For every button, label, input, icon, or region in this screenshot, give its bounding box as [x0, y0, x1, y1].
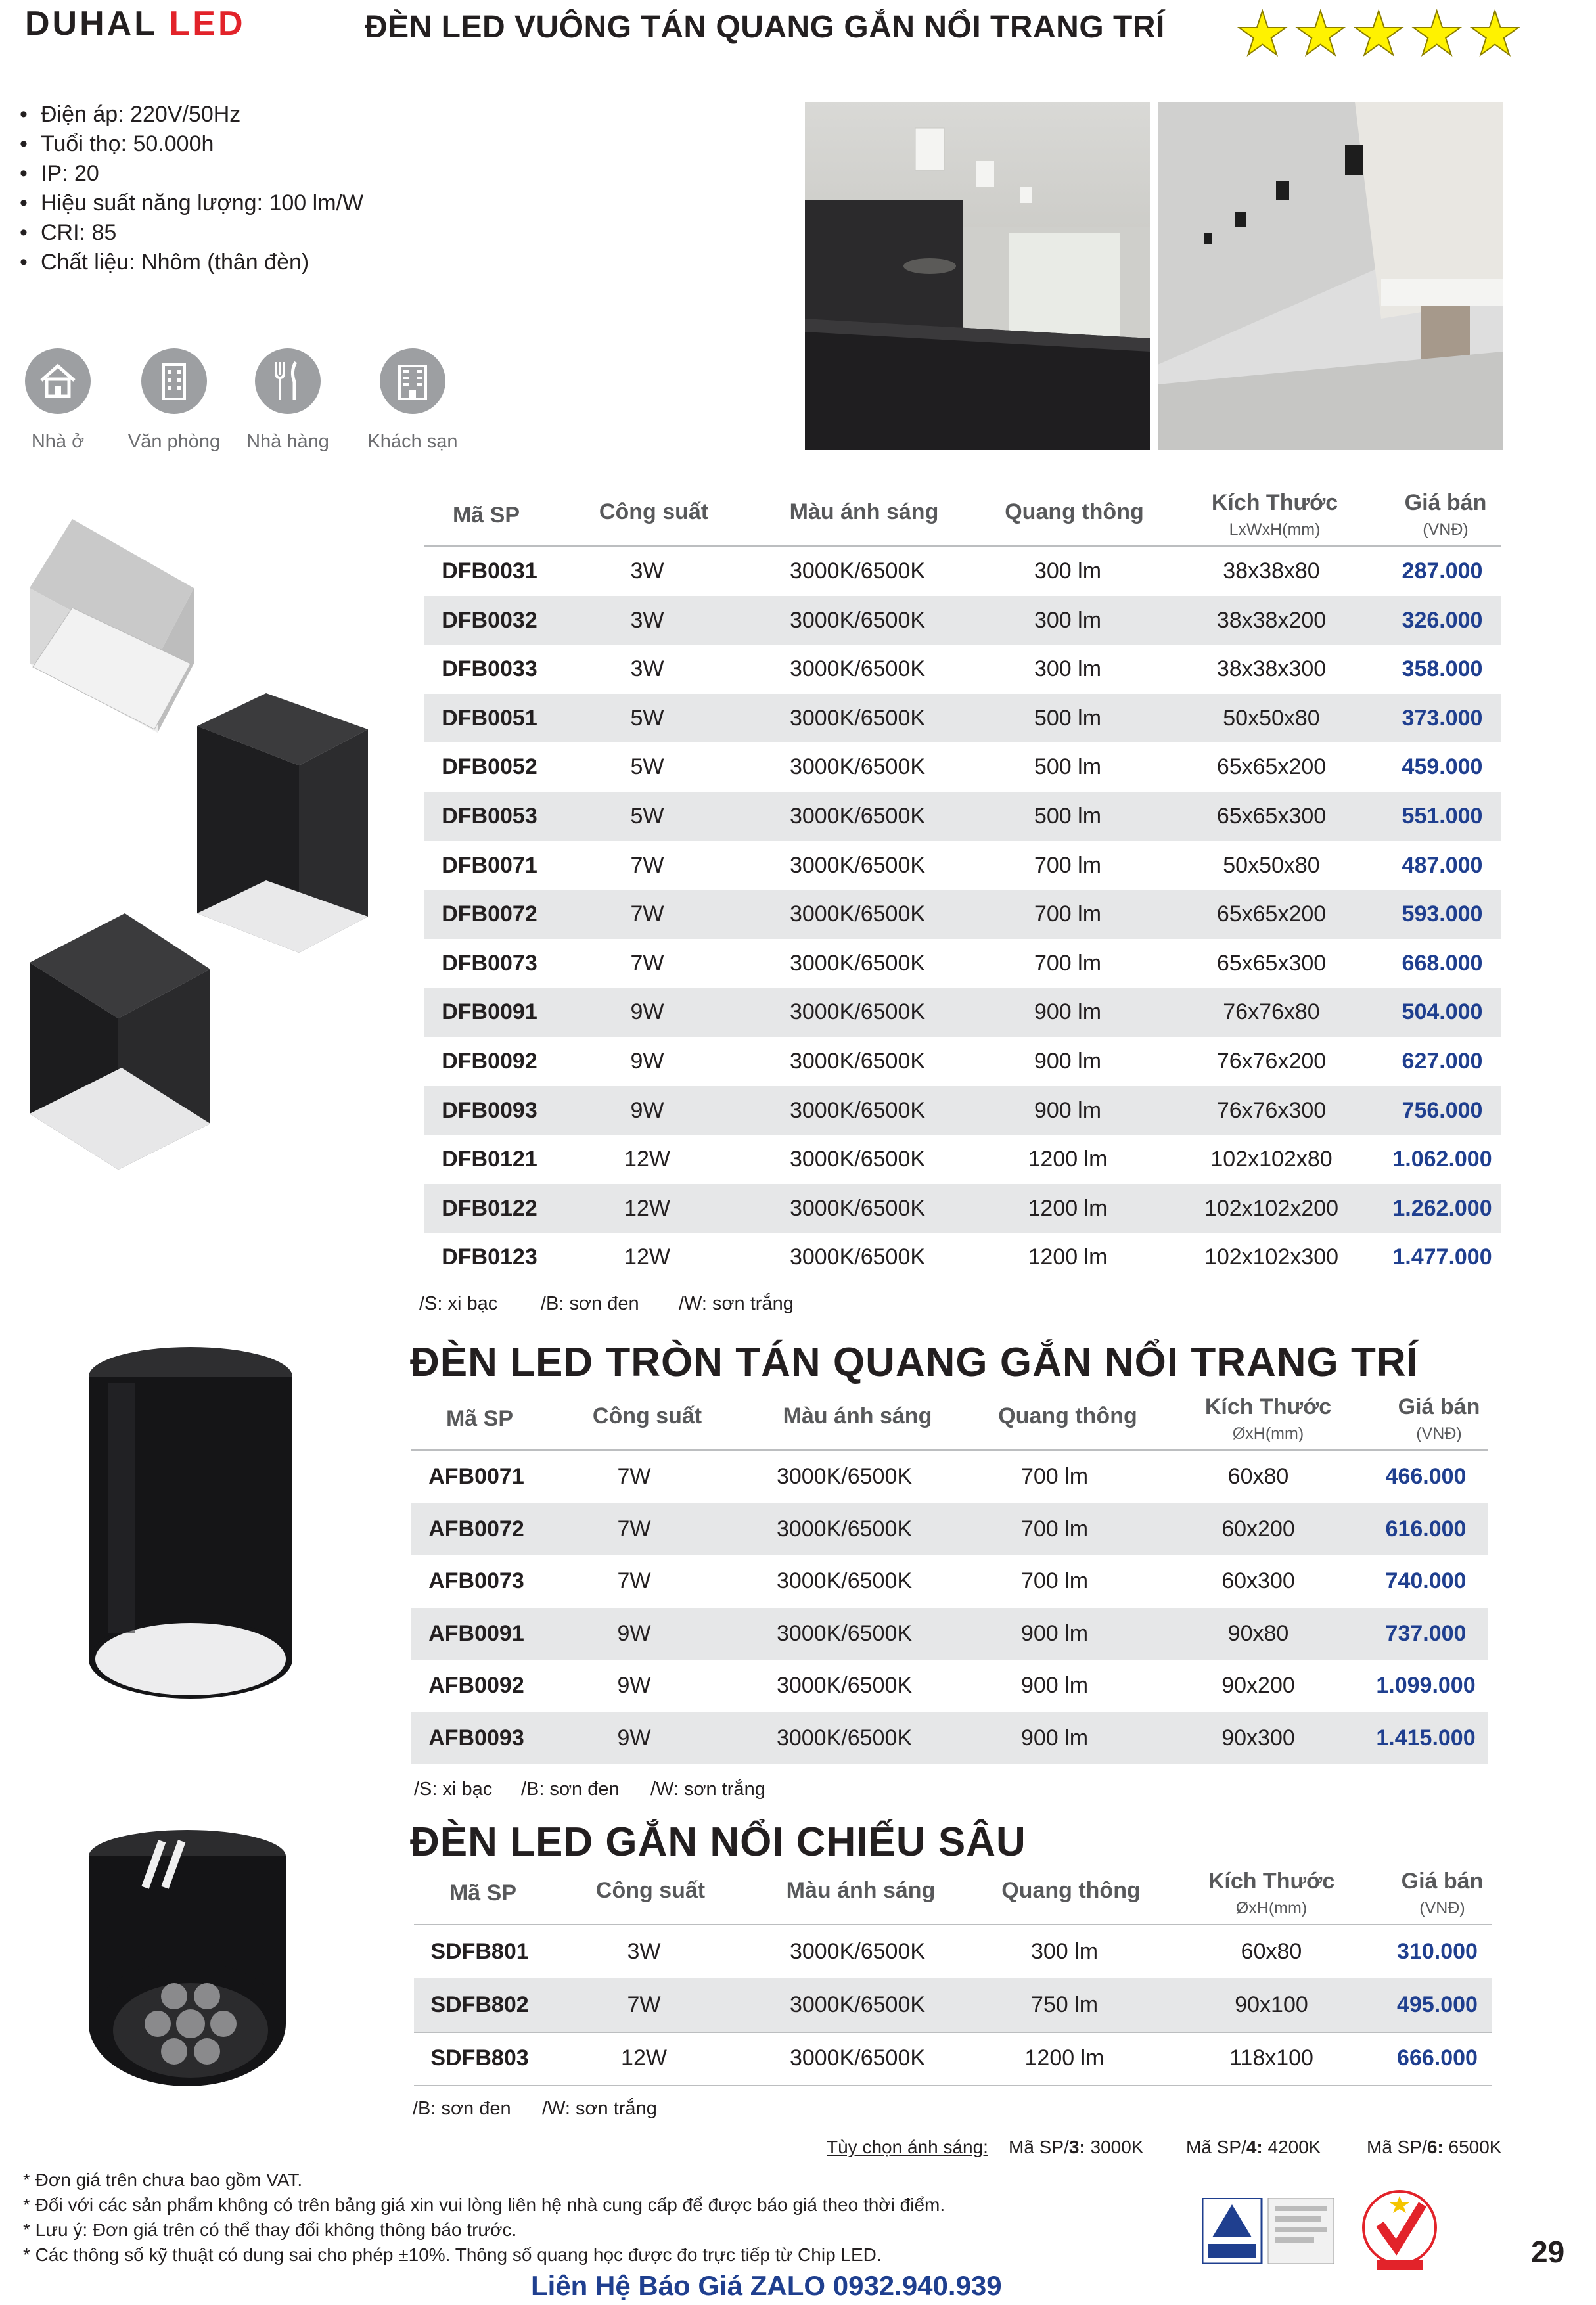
- cell-power: 9W: [617, 1725, 651, 1750]
- table-row: [424, 890, 1501, 939]
- cell-size: 60x200: [1221, 1516, 1295, 1541]
- cell-code: DFB0032: [442, 607, 537, 633]
- cell-color: 3000K/6500K: [776, 1620, 913, 1646]
- cell-size: 90x80: [1227, 1620, 1289, 1646]
- cell-price: 756.000: [1402, 1097, 1483, 1123]
- col-price-header: Giá bán: [1404, 490, 1487, 515]
- page-title: ĐÈN LED VUÔNG TÁN QUANG GẮN NỔI TRANG TRÍ: [365, 10, 1165, 45]
- cell-size: 90x100: [1235, 1992, 1308, 2017]
- cell-color: 3000K/6500K: [789, 999, 926, 1025]
- house-icon: [25, 348, 91, 414]
- cell-code: AFB0073: [428, 1568, 524, 1593]
- cell-size: 118x100: [1229, 2045, 1313, 2070]
- cell-size: 102x102x200: [1204, 1195, 1339, 1221]
- cell-flux: 750 lm: [1030, 1992, 1099, 2017]
- cell-code: AFB0071: [428, 1464, 524, 1489]
- deep-section-title: ĐÈN LED GẮN NỔI CHIẾU SÂU: [410, 1819, 1026, 1865]
- cell-price: 616.000: [1385, 1516, 1467, 1541]
- cell-flux: 500 lm: [1034, 754, 1102, 780]
- cell-size: 65x65x200: [1216, 754, 1327, 780]
- light-option: Mã SP/6: 6500K: [1367, 2137, 1502, 2157]
- cell-size: 60x80: [1227, 1464, 1289, 1489]
- cell-color: 3000K/6500K: [789, 607, 926, 633]
- cell-code: DFB0033: [442, 656, 537, 682]
- cell-price: 358.000: [1402, 656, 1483, 682]
- cell-power: 5W: [630, 705, 664, 731]
- cell-price: 666.000: [1397, 2045, 1478, 2070]
- cell-size: 38x38x300: [1216, 656, 1327, 682]
- cell-code: SDFB801: [430, 1939, 529, 1964]
- cell-code: DFB0052: [442, 754, 537, 780]
- cell-power: 12W: [624, 1147, 670, 1172]
- cell-code: AFB0072: [428, 1516, 524, 1541]
- col-flux-header: Quang thông: [998, 1404, 1137, 1428]
- cell-price: 373.000: [1402, 705, 1483, 731]
- cell-flux: 1200 lm: [1024, 2045, 1105, 2070]
- col-code-header: Mã SP: [449, 1881, 517, 1906]
- cell-code: DFB0092: [442, 1049, 537, 1074]
- cell-flux: 1200 lm: [1028, 1147, 1108, 1172]
- cell-price: 287.000: [1402, 559, 1483, 583]
- cell-price: 740.000: [1385, 1568, 1467, 1593]
- light-option: Mã SP/4: 4200K: [1186, 2137, 1321, 2157]
- col-code-header: Mã SP: [452, 503, 520, 528]
- cell-color: 3000K/6500K: [789, 1992, 926, 2017]
- cell-color: 3000K/6500K: [789, 559, 926, 583]
- cell-power: 9W: [617, 1620, 651, 1646]
- col-size-unit: ØxH(mm): [1232, 1425, 1304, 1443]
- office-building-icon: [141, 348, 207, 414]
- cell-power: 9W: [630, 1097, 664, 1123]
- contact-line: Liên Hệ Báo Giá ZALO 0932.940.939: [531, 2270, 1002, 2301]
- spec-item: • CRI: 85: [20, 218, 363, 248]
- cell-size: 102x102x300: [1204, 1244, 1339, 1270]
- cell-size: 50x50x80: [1223, 705, 1320, 731]
- cell-color: 3000K/6500K: [776, 1516, 913, 1541]
- cell-flux: 900 lm: [1020, 1620, 1089, 1646]
- cell-size: 65x65x300: [1216, 804, 1327, 829]
- table-row: [411, 1451, 1488, 1503]
- table-row: [414, 1978, 1492, 2032]
- cell-flux: 1200 lm: [1028, 1195, 1108, 1221]
- table-row: [424, 1037, 1501, 1086]
- ceiling-photo: [1158, 102, 1503, 450]
- cell-flux: 300 lm: [1034, 656, 1102, 682]
- cell-size: 76x76x80: [1223, 999, 1320, 1025]
- cell-code: DFB0073: [442, 950, 537, 976]
- table-row: [424, 645, 1501, 694]
- cell-code: DFB0091: [442, 999, 537, 1025]
- cell-code: DFB0122: [442, 1195, 537, 1221]
- footnote: * Đối với các sản phẩm không có trên bảng giá xin vui lòng liên hệ nhà cung cấp để được báo giá theo thời điểm.: [23, 2195, 946, 2215]
- cell-power: 9W: [630, 1049, 664, 1074]
- cell-flux: 500 lm: [1034, 804, 1102, 829]
- black-square-downlight-tall-image: [26, 910, 214, 1173]
- cell-size: 60x80: [1241, 1939, 1302, 1964]
- col-size-header: Kích Thước: [1211, 490, 1338, 515]
- cell-power: 3W: [630, 607, 664, 633]
- col-price-header: Giá bán: [1398, 1394, 1480, 1419]
- header-divider: [424, 545, 1501, 547]
- cell-power: 5W: [630, 804, 664, 829]
- cell-size: 38x38x200: [1216, 607, 1327, 633]
- cell-flux: 700 lm: [1020, 1516, 1089, 1541]
- usage-home: Nhà ở: [5, 348, 110, 453]
- cell-price: 1.262.000: [1392, 1195, 1492, 1221]
- cell-power: 7W: [630, 901, 664, 927]
- spec-item: • Tuổi thọ: 50.000h: [20, 129, 363, 159]
- cell-power: 12W: [624, 1195, 670, 1221]
- cell-power: 7W: [617, 1568, 651, 1593]
- col-size-unit: LxWxH(mm): [1229, 520, 1321, 539]
- cell-color: 3000K/6500K: [789, 1939, 926, 1964]
- spec-item: • Điện áp: 220V/50Hz: [20, 100, 363, 129]
- cell-color: 3000K/6500K: [789, 2045, 926, 2070]
- quality-award-icon: [1360, 2188, 1439, 2273]
- cell-power: 12W: [621, 2045, 667, 2070]
- footnote: * Các thông số kỹ thuật có dung sai cho phép ±10%. Thông số quang học được đo trực tiếp từ Chip LED.: [23, 2245, 882, 2265]
- star-icon: ★: [1409, 1, 1464, 68]
- usage-office: Văn phòng: [122, 348, 227, 453]
- cell-code: DFB0121: [442, 1147, 537, 1172]
- light-option: Mã SP/3: 3000K: [1009, 2137, 1144, 2157]
- cell-color: 3000K/6500K: [776, 1568, 913, 1593]
- cell-code: DFB0051: [442, 705, 537, 731]
- header-divider: [414, 1924, 1492, 1925]
- page-number: 29: [1531, 2235, 1565, 2269]
- cell-code: AFB0091: [428, 1620, 524, 1646]
- cell-price: 737.000: [1385, 1620, 1467, 1646]
- cell-color: 3000K/6500K: [789, 1049, 926, 1074]
- cell-code: DFB0053: [442, 804, 537, 829]
- cell-price: 668.000: [1402, 950, 1483, 976]
- cell-code: SDFB803: [430, 2045, 529, 2070]
- cell-flux: 300 lm: [1030, 1939, 1099, 1964]
- spec-item: • Hiệu suất năng lượng: 100 lm/W: [20, 189, 363, 218]
- table-row: [424, 1086, 1501, 1135]
- table-row: [424, 988, 1501, 1037]
- cell-color: 3000K/6500K: [789, 1147, 926, 1172]
- cell-color: 3000K/6500K: [789, 1195, 926, 1221]
- star-icon: ★: [1351, 1, 1406, 68]
- table-row: [424, 742, 1501, 792]
- cell-price: 1.477.000: [1392, 1244, 1492, 1270]
- col-color-header: Màu ánh sáng: [789, 499, 939, 524]
- cell-power: 3W: [627, 1939, 661, 1964]
- col-color-header: Màu ánh sáng: [783, 1404, 932, 1428]
- header-divider: [411, 1449, 1488, 1451]
- col-power-header: Công suất: [592, 1404, 702, 1428]
- cell-size: 38x38x80: [1223, 559, 1320, 583]
- cell-power: 7W: [627, 1992, 661, 2017]
- cell-power: 7W: [630, 852, 664, 878]
- cell-size: 65x65x300: [1216, 950, 1327, 976]
- star-icon: ★: [1293, 1, 1348, 68]
- finish-note: /W: sơn trắng: [542, 2098, 657, 2119]
- table-row: [424, 694, 1501, 743]
- table-row: [414, 1925, 1492, 1978]
- table-row: [424, 792, 1501, 841]
- cell-color: 3000K/6500K: [789, 1097, 926, 1123]
- cell-power: 3W: [630, 656, 664, 682]
- tuv-certification-icon: [1202, 2198, 1337, 2264]
- table-row: [411, 1712, 1488, 1765]
- cell-price: 1.099.000: [1376, 1673, 1476, 1698]
- light-options-label: Tùy chọn ánh sáng:: [827, 2137, 988, 2157]
- cell-color: 3000K/6500K: [789, 1244, 926, 1270]
- spec-item: • Chất liệu: Nhôm (thân đèn): [20, 248, 363, 277]
- black-square-downlight-image: [194, 693, 371, 956]
- hotel-icon: [380, 348, 445, 414]
- footnote: * Lưu ý: Đơn giá trên có thể thay đổi không thông báo trước.: [23, 2220, 517, 2240]
- row-divider: [414, 2085, 1492, 2086]
- col-size-unit: ØxH(mm): [1235, 1899, 1308, 1917]
- cell-flux: 1200 lm: [1028, 1244, 1108, 1270]
- table-row: [424, 596, 1501, 645]
- cell-code: DFB0123: [442, 1244, 537, 1270]
- cell-code: AFB0093: [428, 1725, 524, 1750]
- cell-size: 90x200: [1221, 1673, 1295, 1698]
- col-size-header: Kích Thước: [1208, 1869, 1335, 1894]
- kitchen-photo: [805, 102, 1150, 450]
- usage-restaurant: Nhà hàng: [235, 348, 340, 453]
- cell-price: 1.415.000: [1376, 1725, 1476, 1750]
- cell-flux: 300 lm: [1034, 607, 1102, 633]
- table-row: [411, 1608, 1488, 1660]
- cell-price: 459.000: [1402, 754, 1483, 780]
- finish-note: /W: sơn trắng: [650, 1779, 765, 1800]
- cell-flux: 700 lm: [1020, 1568, 1089, 1593]
- cell-price: 504.000: [1402, 999, 1483, 1025]
- cell-power: 9W: [617, 1673, 651, 1698]
- col-power-header: Công suất: [595, 1878, 706, 1903]
- col-code-header: Mã SP: [445, 1406, 514, 1431]
- cell-price: 1.062.000: [1392, 1147, 1492, 1172]
- cell-code: DFB0071: [442, 852, 537, 878]
- col-power-header: Công suất: [599, 499, 709, 524]
- cell-flux: 700 lm: [1034, 901, 1102, 927]
- table-row: [424, 1184, 1501, 1233]
- cell-size: 90x300: [1221, 1725, 1295, 1750]
- cell-flux: 900 lm: [1020, 1673, 1089, 1698]
- cell-power: 3W: [630, 559, 664, 583]
- table-row: [424, 841, 1501, 890]
- usage-hotel: Khách sạn: [360, 348, 465, 453]
- cell-flux: 900 lm: [1034, 1049, 1102, 1074]
- table-row: [411, 1555, 1488, 1608]
- cell-price: 627.000: [1402, 1049, 1483, 1074]
- table-row: [411, 1503, 1488, 1556]
- finish-note: /B: sơn đen: [541, 1293, 639, 1314]
- cell-flux: 900 lm: [1034, 1097, 1102, 1123]
- footnote: * Đơn giá trên chưa bao gồm VAT.: [23, 2170, 303, 2190]
- finish-note: /S: xi bạc: [414, 1779, 493, 1800]
- star-icon: ★: [1467, 1, 1522, 68]
- spec-list: [20, 100, 363, 277]
- cell-size: 60x300: [1221, 1568, 1295, 1593]
- cell-price: 551.000: [1402, 804, 1483, 829]
- cell-size: 102x102x80: [1210, 1147, 1333, 1172]
- table-row: [411, 1660, 1488, 1712]
- finish-note: /W: sơn trắng: [679, 1293, 794, 1314]
- cell-size: 65x65x200: [1216, 901, 1327, 927]
- black-deep-downlight-image: [79, 1827, 296, 2089]
- cell-size: 50x50x80: [1223, 852, 1320, 878]
- cell-color: 3000K/6500K: [776, 1725, 913, 1750]
- cell-code: SDFB802: [430, 1992, 529, 2017]
- cell-flux: 700 lm: [1020, 1464, 1089, 1489]
- cell-flux: 500 lm: [1034, 705, 1102, 731]
- cell-color: 3000K/6500K: [789, 950, 926, 976]
- col-color-header: Màu ánh sáng: [786, 1878, 936, 1903]
- cell-flux: 900 lm: [1020, 1725, 1089, 1750]
- col-flux-header: Quang thông: [1005, 499, 1144, 524]
- cell-price: 326.000: [1402, 607, 1483, 633]
- finish-note: /B: sơn đen: [413, 2098, 511, 2119]
- cell-power: 7W: [617, 1464, 651, 1489]
- cell-color: 3000K/6500K: [789, 705, 926, 731]
- cell-color: 3000K/6500K: [789, 852, 926, 878]
- col-size-header: Kích Thước: [1204, 1394, 1332, 1419]
- table-row: [424, 939, 1501, 988]
- col-price-header: Giá bán: [1401, 1869, 1484, 1894]
- cell-color: 3000K/6500K: [789, 804, 926, 829]
- table-row: [414, 2032, 1492, 2085]
- cell-price: 495.000: [1397, 1992, 1478, 2017]
- silver-square-downlight-image: [26, 516, 204, 733]
- brand-logo: DUHAL LED: [25, 5, 246, 43]
- fork-knife-icon: [255, 348, 321, 414]
- table-row: [424, 1135, 1501, 1184]
- cell-flux: 700 lm: [1034, 950, 1102, 976]
- col-price-unit: (VNĐ): [1423, 520, 1469, 539]
- col-price-unit: (VNĐ): [1416, 1425, 1462, 1443]
- cell-price: 466.000: [1385, 1464, 1467, 1489]
- col-price-unit: (VNĐ): [1419, 1899, 1465, 1917]
- cell-flux: 700 lm: [1034, 852, 1102, 878]
- cell-color: 3000K/6500K: [789, 754, 926, 780]
- cell-size: 76x76x300: [1216, 1097, 1327, 1123]
- cell-flux: 300 lm: [1034, 559, 1102, 583]
- cell-price: 487.000: [1402, 852, 1483, 878]
- cell-color: 3000K/6500K: [776, 1673, 913, 1698]
- cell-price: 593.000: [1402, 901, 1483, 927]
- cell-flux: 900 lm: [1034, 999, 1102, 1025]
- cell-code: DFB0072: [442, 901, 537, 927]
- finish-note: /B: sơn đen: [521, 1779, 620, 1800]
- cell-color: 3000K/6500K: [789, 656, 926, 682]
- cell-price: 310.000: [1397, 1939, 1478, 1964]
- cell-power: 9W: [630, 999, 664, 1025]
- table-row: [424, 1233, 1501, 1282]
- cell-power: 12W: [624, 1244, 670, 1270]
- cell-size: 76x76x200: [1216, 1049, 1327, 1074]
- table-row: [424, 547, 1501, 596]
- black-round-downlight-image: [82, 1344, 299, 1712]
- finish-note: /S: xi bạc: [419, 1293, 498, 1314]
- cell-color: 3000K/6500K: [789, 901, 926, 927]
- cell-code: DFB0093: [442, 1097, 537, 1123]
- cell-power: 5W: [630, 754, 664, 780]
- cell-code: AFB0092: [428, 1673, 524, 1698]
- round-section-title: ĐÈN LED TRÒN TÁN QUANG GẮN NỔI TRANG TRÍ: [410, 1340, 1419, 1385]
- col-flux-header: Quang thông: [1001, 1878, 1141, 1903]
- star-icon: ★: [1235, 1, 1290, 68]
- spec-item: • IP: 20: [20, 159, 363, 189]
- cell-code: DFB0031: [442, 559, 537, 583]
- cell-color: 3000K/6500K: [776, 1464, 913, 1489]
- cell-power: 7W: [617, 1516, 651, 1541]
- rating-stars: [1235, 1, 1522, 68]
- cell-power: 7W: [630, 950, 664, 976]
